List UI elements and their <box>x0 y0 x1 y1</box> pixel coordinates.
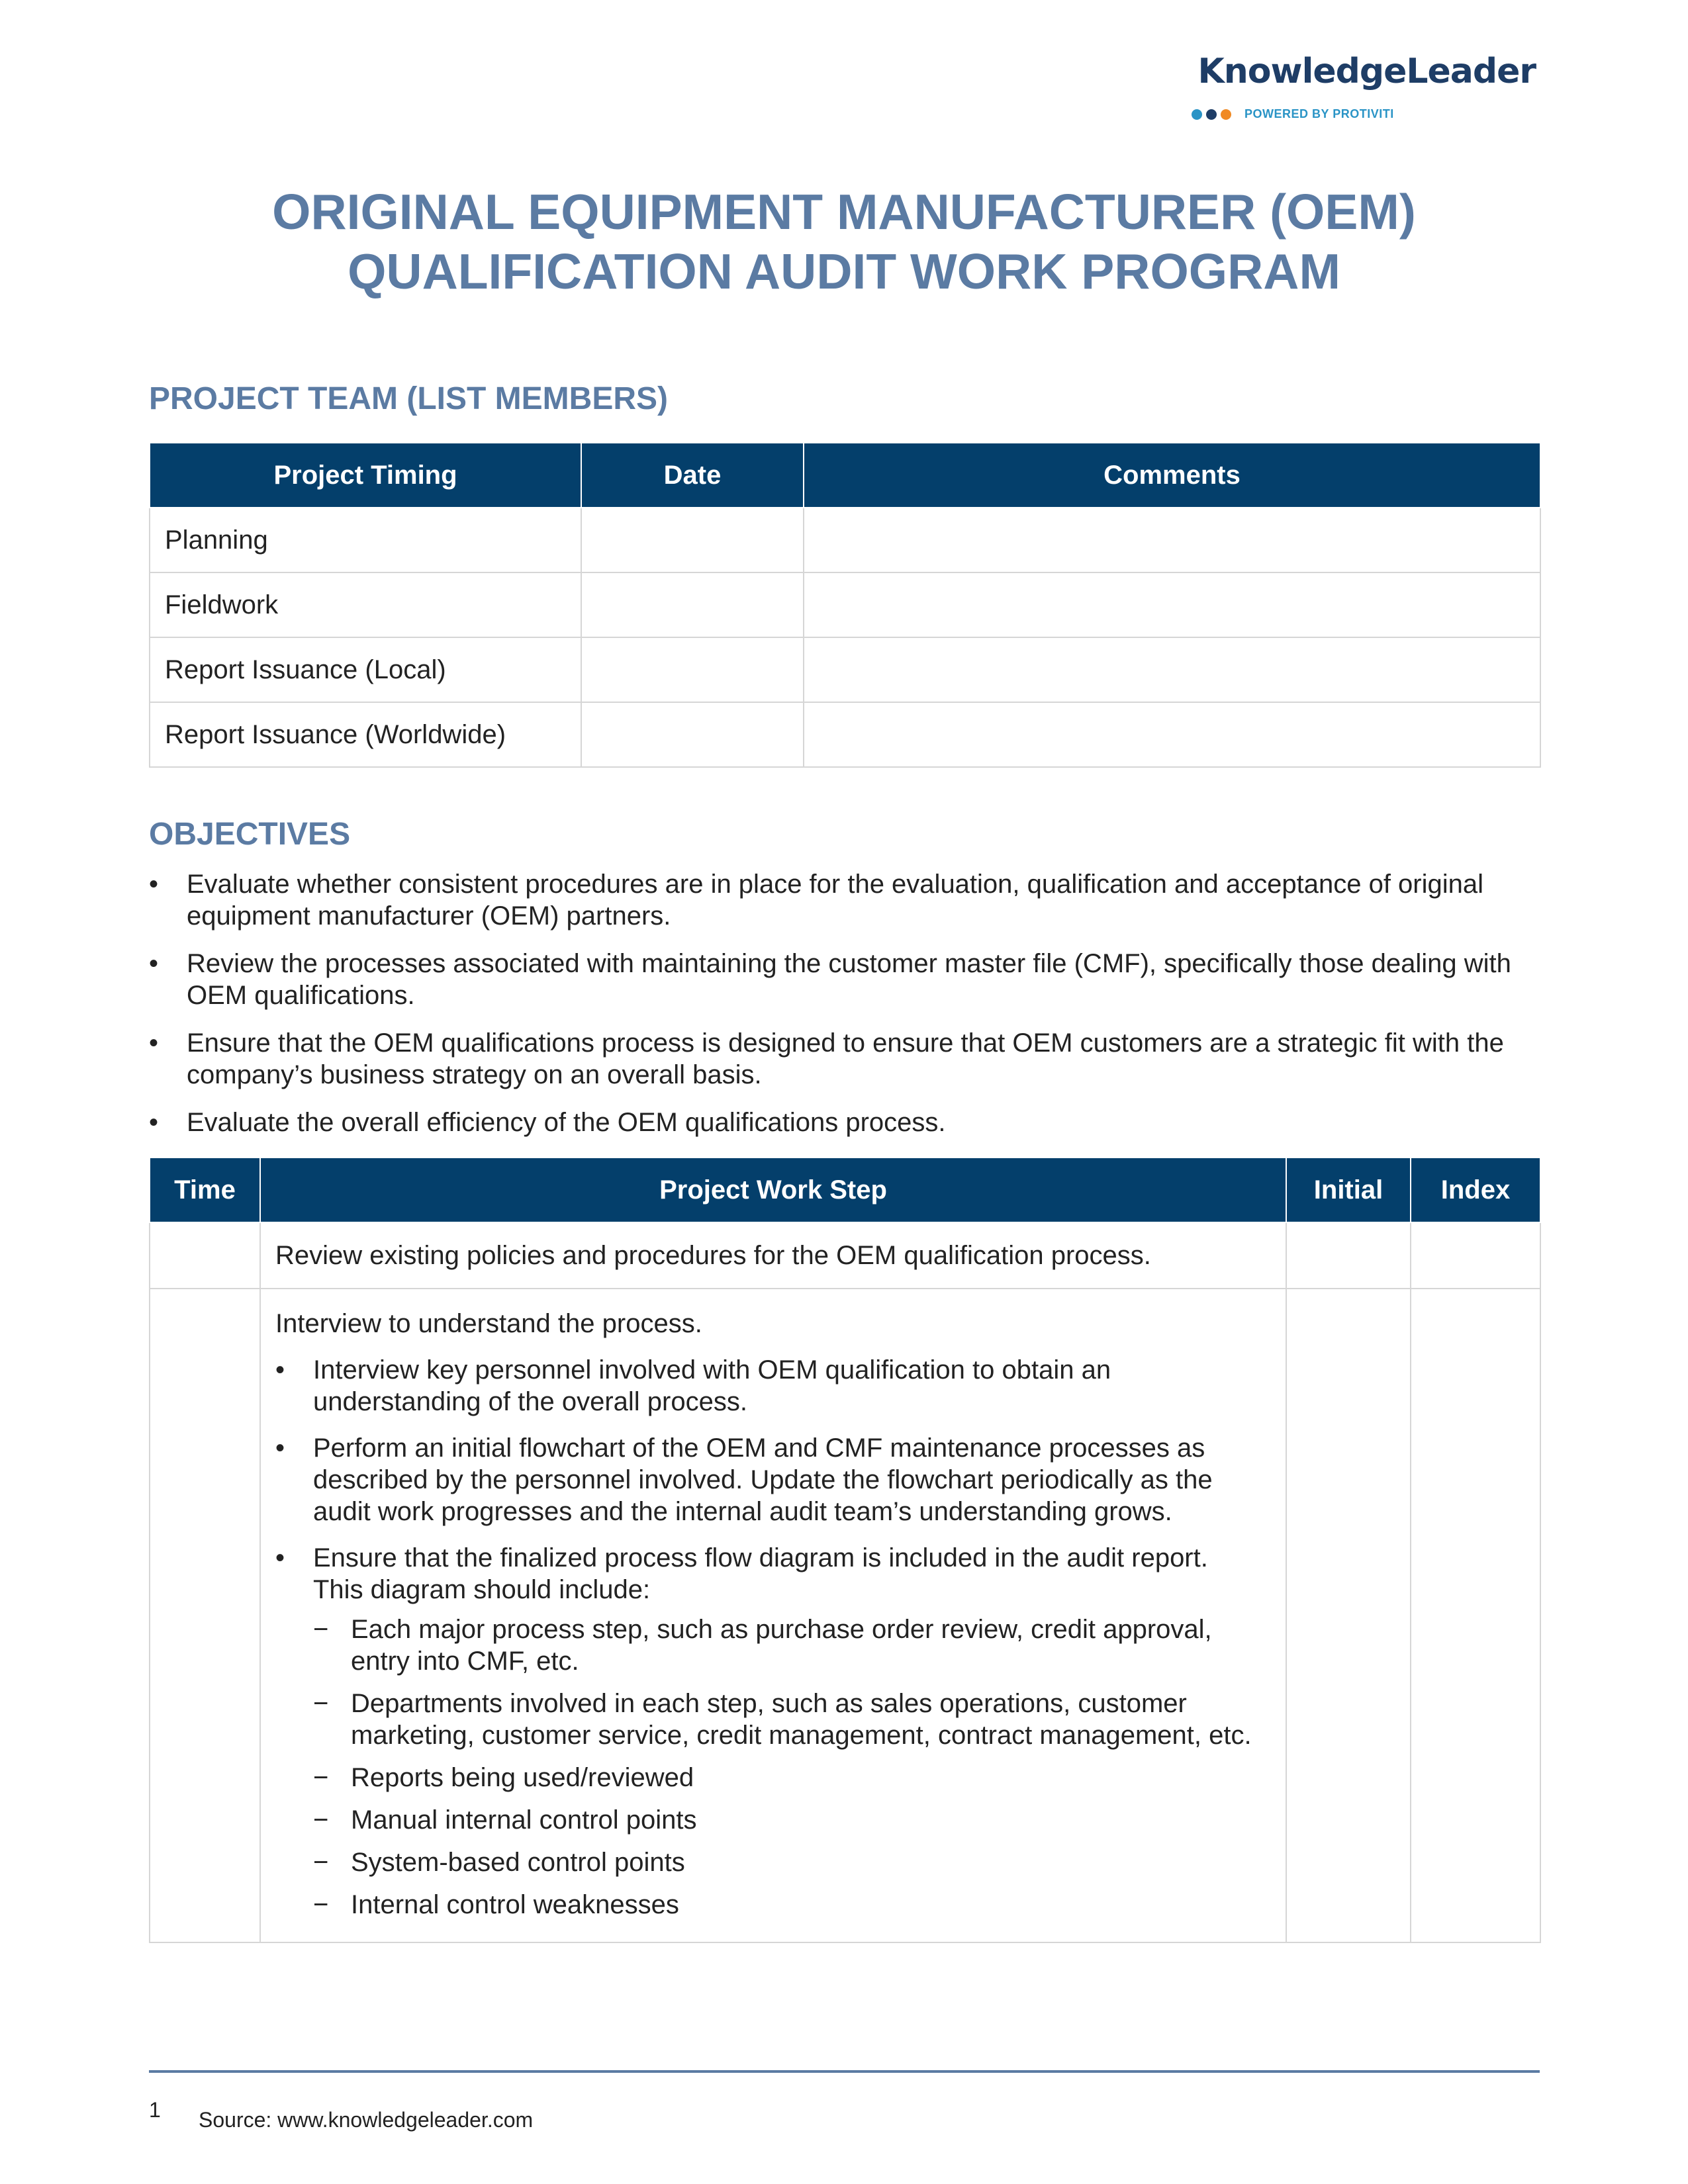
work-step-text: Review existing policies and procedures for the OEM qualification process. <box>275 1241 1151 1270</box>
column-header-index: Index <box>1411 1158 1540 1222</box>
logo-wordmark: KnowledgeLeader <box>1197 52 1536 91</box>
column-header-initial: Initial <box>1286 1158 1411 1222</box>
work-step-cell <box>260 1222 1286 1289</box>
list-item-text: Ensure that the finalized process flow diagram is included in the audit report. This diagram should include: <box>313 1543 1208 1604</box>
diagram-contents-list <box>313 1614 1259 1921</box>
title-line-2: QUALIFICATION AUDIT WORK PROGRAM <box>348 244 1340 299</box>
time-cell[interactable] <box>150 1289 260 1942</box>
column-header-project-work-step: Project Work Step <box>260 1158 1286 1222</box>
footer-divider <box>149 2070 1540 2073</box>
timing-cell: Report Issuance (Local) <box>150 637 581 702</box>
table-row <box>150 1222 1540 1289</box>
table-header-row <box>150 1158 1540 1222</box>
table-row <box>150 508 1540 572</box>
logo-dots <box>1192 109 1231 120</box>
table-header-row <box>150 443 1540 508</box>
work-program-table <box>149 1157 1541 1943</box>
list-item: − System-based control points <box>313 1846 1259 1878</box>
comments-cell[interactable] <box>804 572 1540 637</box>
table-row <box>150 1289 1540 1942</box>
list-item: • Review the processes associated with maintaining the customer master file (CMF), specifically those dealing with OEM qualifications. <box>149 948 1546 1011</box>
logo-dot-blue <box>1192 109 1202 120</box>
table-row <box>150 572 1540 637</box>
list-item: • Evaluate the overall efficiency of the OEM qualifications process. <box>149 1107 1546 1138</box>
knowledgeleader-logo <box>1192 52 1536 131</box>
document-title <box>149 182 1539 301</box>
initial-cell[interactable] <box>1286 1222 1411 1289</box>
column-header-time: Time <box>150 1158 260 1222</box>
list-item: • Perform an initial flowchart of the OEM and CMF maintenance processes as described by the personnel involved. Update the flowchart periodically as the audit work progresses and the internal audit team’s understanding grows. <box>275 1432 1259 1527</box>
column-header-date: Date <box>581 443 804 508</box>
date-cell[interactable] <box>581 508 804 572</box>
column-header-comments: Comments <box>804 443 1540 508</box>
list-item: − Departments involved in each step, such as sales operations, customer marketing, customer service, credit management, contract management, etc. <box>313 1688 1259 1751</box>
table-row <box>150 702 1540 767</box>
objectives-heading: OBJECTIVES <box>149 817 351 852</box>
index-cell[interactable] <box>1411 1289 1540 1942</box>
list-item: − Each major process step, such as purchase order review, credit approval, entry into CMF, etc. <box>313 1614 1259 1677</box>
logo-tagline: POWERED BY PROTIVITI <box>1244 107 1394 120</box>
work-step-bullets <box>275 1354 1259 1921</box>
date-cell[interactable] <box>581 572 804 637</box>
list-item: • Interview key personnel involved with OEM qualification to obtain an understanding of the overall process. <box>275 1354 1259 1418</box>
table-row <box>150 637 1540 702</box>
comments-cell[interactable] <box>804 508 1540 572</box>
date-cell[interactable] <box>581 702 804 767</box>
list-item <box>275 1542 1259 1921</box>
work-step-text: Interview to understand the process. <box>275 1309 702 1338</box>
initial-cell[interactable] <box>1286 1289 1411 1942</box>
timing-cell: Planning <box>150 508 581 572</box>
list-item: − Internal control weaknesses <box>313 1889 1259 1921</box>
index-cell[interactable] <box>1411 1222 1540 1289</box>
date-cell[interactable] <box>581 637 804 702</box>
list-item: − Reports being used/reviewed <box>313 1762 1259 1794</box>
column-header-project-timing: Project Timing <box>150 443 581 508</box>
logo-dot-orange <box>1221 109 1231 120</box>
page-number: 1 <box>149 2098 161 2122</box>
project-timing-table <box>149 442 1541 768</box>
timing-cell: Fieldwork <box>150 572 581 637</box>
title-line-1: ORIGINAL EQUIPMENT MANUFACTURER (OEM) <box>272 184 1416 240</box>
list-item: − Manual internal control points <box>313 1804 1259 1836</box>
logo-dot-navy <box>1206 109 1217 120</box>
work-step-cell <box>260 1289 1286 1942</box>
time-cell[interactable] <box>150 1222 260 1289</box>
comments-cell[interactable] <box>804 702 1540 767</box>
list-item: • Evaluate whether consistent procedures are in place for the evaluation, qualification and acceptance of original equipment manufacturer (OEM) partners. <box>149 868 1546 932</box>
comments-cell[interactable] <box>804 637 1540 702</box>
timing-cell: Report Issuance (Worldwide) <box>150 702 581 767</box>
project-team-heading: PROJECT TEAM (LIST MEMBERS) <box>149 381 669 416</box>
objectives-list <box>149 868 1546 1154</box>
source-note: Source: www.knowledgeleader.com <box>199 2108 534 2132</box>
list-item: • Ensure that the OEM qualifications process is designed to ensure that OEM customers are a strategic fit with the company’s business strategy on an overall basis. <box>149 1027 1546 1091</box>
